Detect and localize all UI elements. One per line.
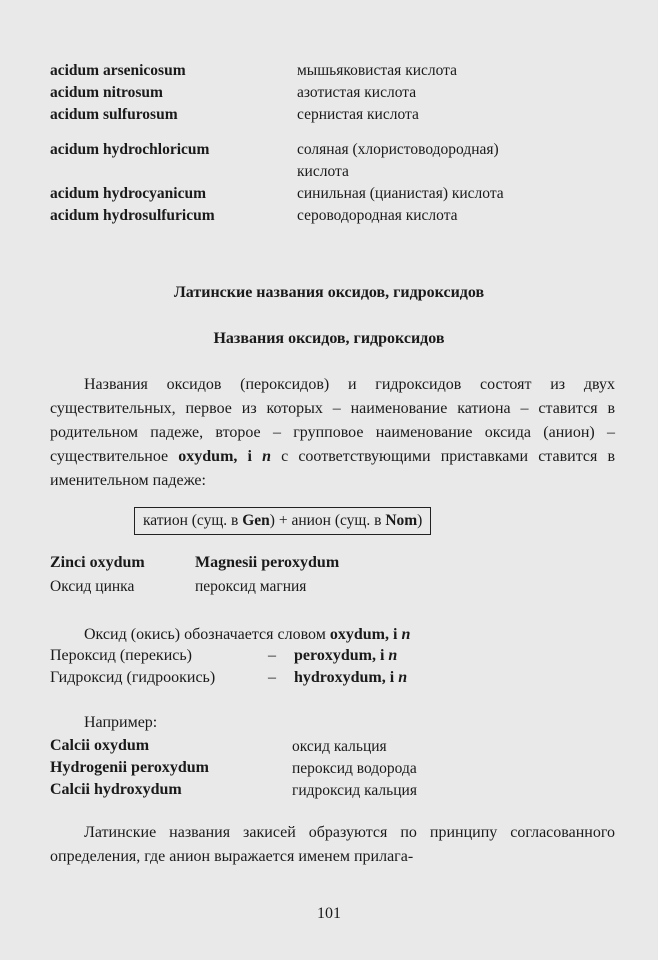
russian-term: сернистая кислота [297,106,419,123]
latin-term: acidum sulfurosum [50,106,178,123]
formula-box [134,507,431,535]
example-latin: Calcii hydroxydum [50,781,182,798]
russian-term: соляная (хлористоводородная) [297,141,499,158]
paragraph-oxide-naming [50,373,615,493]
acid-terms-table [50,60,610,227]
russian-term: синильная (цианистая) кислота [297,185,504,202]
formula-nom: Nom [385,512,418,529]
term-row [50,82,610,104]
paragraph-text: Названия оксидов (пероксидов) и гидроксидов состоят из двух существительных, первое из которых – наименование катиона – ставится в родительном падеже, второе – групповое наименование оксида (анион) – существительное [50,376,615,465]
latin-word: oxydum, i [178,448,252,465]
formula-gen: Gen [242,512,270,529]
term-row [50,104,610,126]
example-latin: Calcii oxydum [50,737,150,754]
oxide-latin-word: peroxydum, i [294,647,385,664]
latin-term: acidum nitrosum [50,84,163,101]
section-heading: Латинские названия оксидов, гидроксидов [173,284,485,301]
paragraph-text: с соответствующими приставками ставится в именительном падеже: [50,448,616,489]
oxide-name: Гидроксид (гидроокись) [50,669,216,686]
oxide-name: Пероксид (перекись) [50,647,192,664]
example-russian: пероксид водорода [292,760,417,777]
russian-term: азотистая кислота [297,84,417,101]
term-row [50,205,610,227]
term-row-continuation [50,161,610,183]
term-row [50,60,610,82]
oxide-row [50,667,570,689]
paragraph-oxide-word [50,623,615,647]
page-number: 101 [317,905,341,922]
gender-mark: n [388,647,398,664]
example-russian: Оксид цинка [50,578,135,595]
latin-term: acidum hydrosulfuricum [50,207,215,224]
oxide-latin-word: hydroxydum, i [294,669,395,686]
gender-mark: n [401,626,411,643]
example-latin: Hydrogenii peroxydum [50,759,209,776]
paragraph-text: Оксид (окись) обозначается словом [84,626,330,643]
russian-term: сероводородная кислота [297,207,458,224]
example-label: Например: [84,714,158,731]
term-row [50,139,610,161]
latin-term: acidum arsenicosum [50,62,186,79]
russian-term-continuation: кислота [297,163,349,180]
dash: – [268,669,276,686]
russian-term: мышьяковистая кислота [297,62,458,79]
dash: – [268,647,276,664]
oxide-latin [294,645,397,667]
term-row [50,183,610,205]
example-russian: оксид кальция [292,738,387,755]
subsection-heading: Названия оксидов, гидроксидов [213,330,445,347]
formula-text: ) + анион (сущ. в [269,512,386,529]
oxide-row [50,645,570,667]
gender-mark: n [262,448,271,465]
oxide-latin [294,667,407,689]
latin-word: oxydum, i [329,626,398,643]
example-latin: Zinci oxydum [50,554,145,571]
example-russian: гидроксид кальция [292,782,417,799]
formula-text: катион (сущ. в [143,512,243,529]
gender-mark: n [398,669,408,686]
example-russian: пероксид магния [195,578,307,595]
formula-text: ) [417,512,423,529]
paragraph-suboxides: Латинские названия закисей образуются по принципу согласованного определения, где анион выражается именем прилага- [50,824,615,865]
example-latin: Magnesii peroxydum [195,554,340,571]
latin-term: acidum hydrocyanicum [50,185,207,202]
latin-term: acidum hydrochloricum [50,141,210,158]
